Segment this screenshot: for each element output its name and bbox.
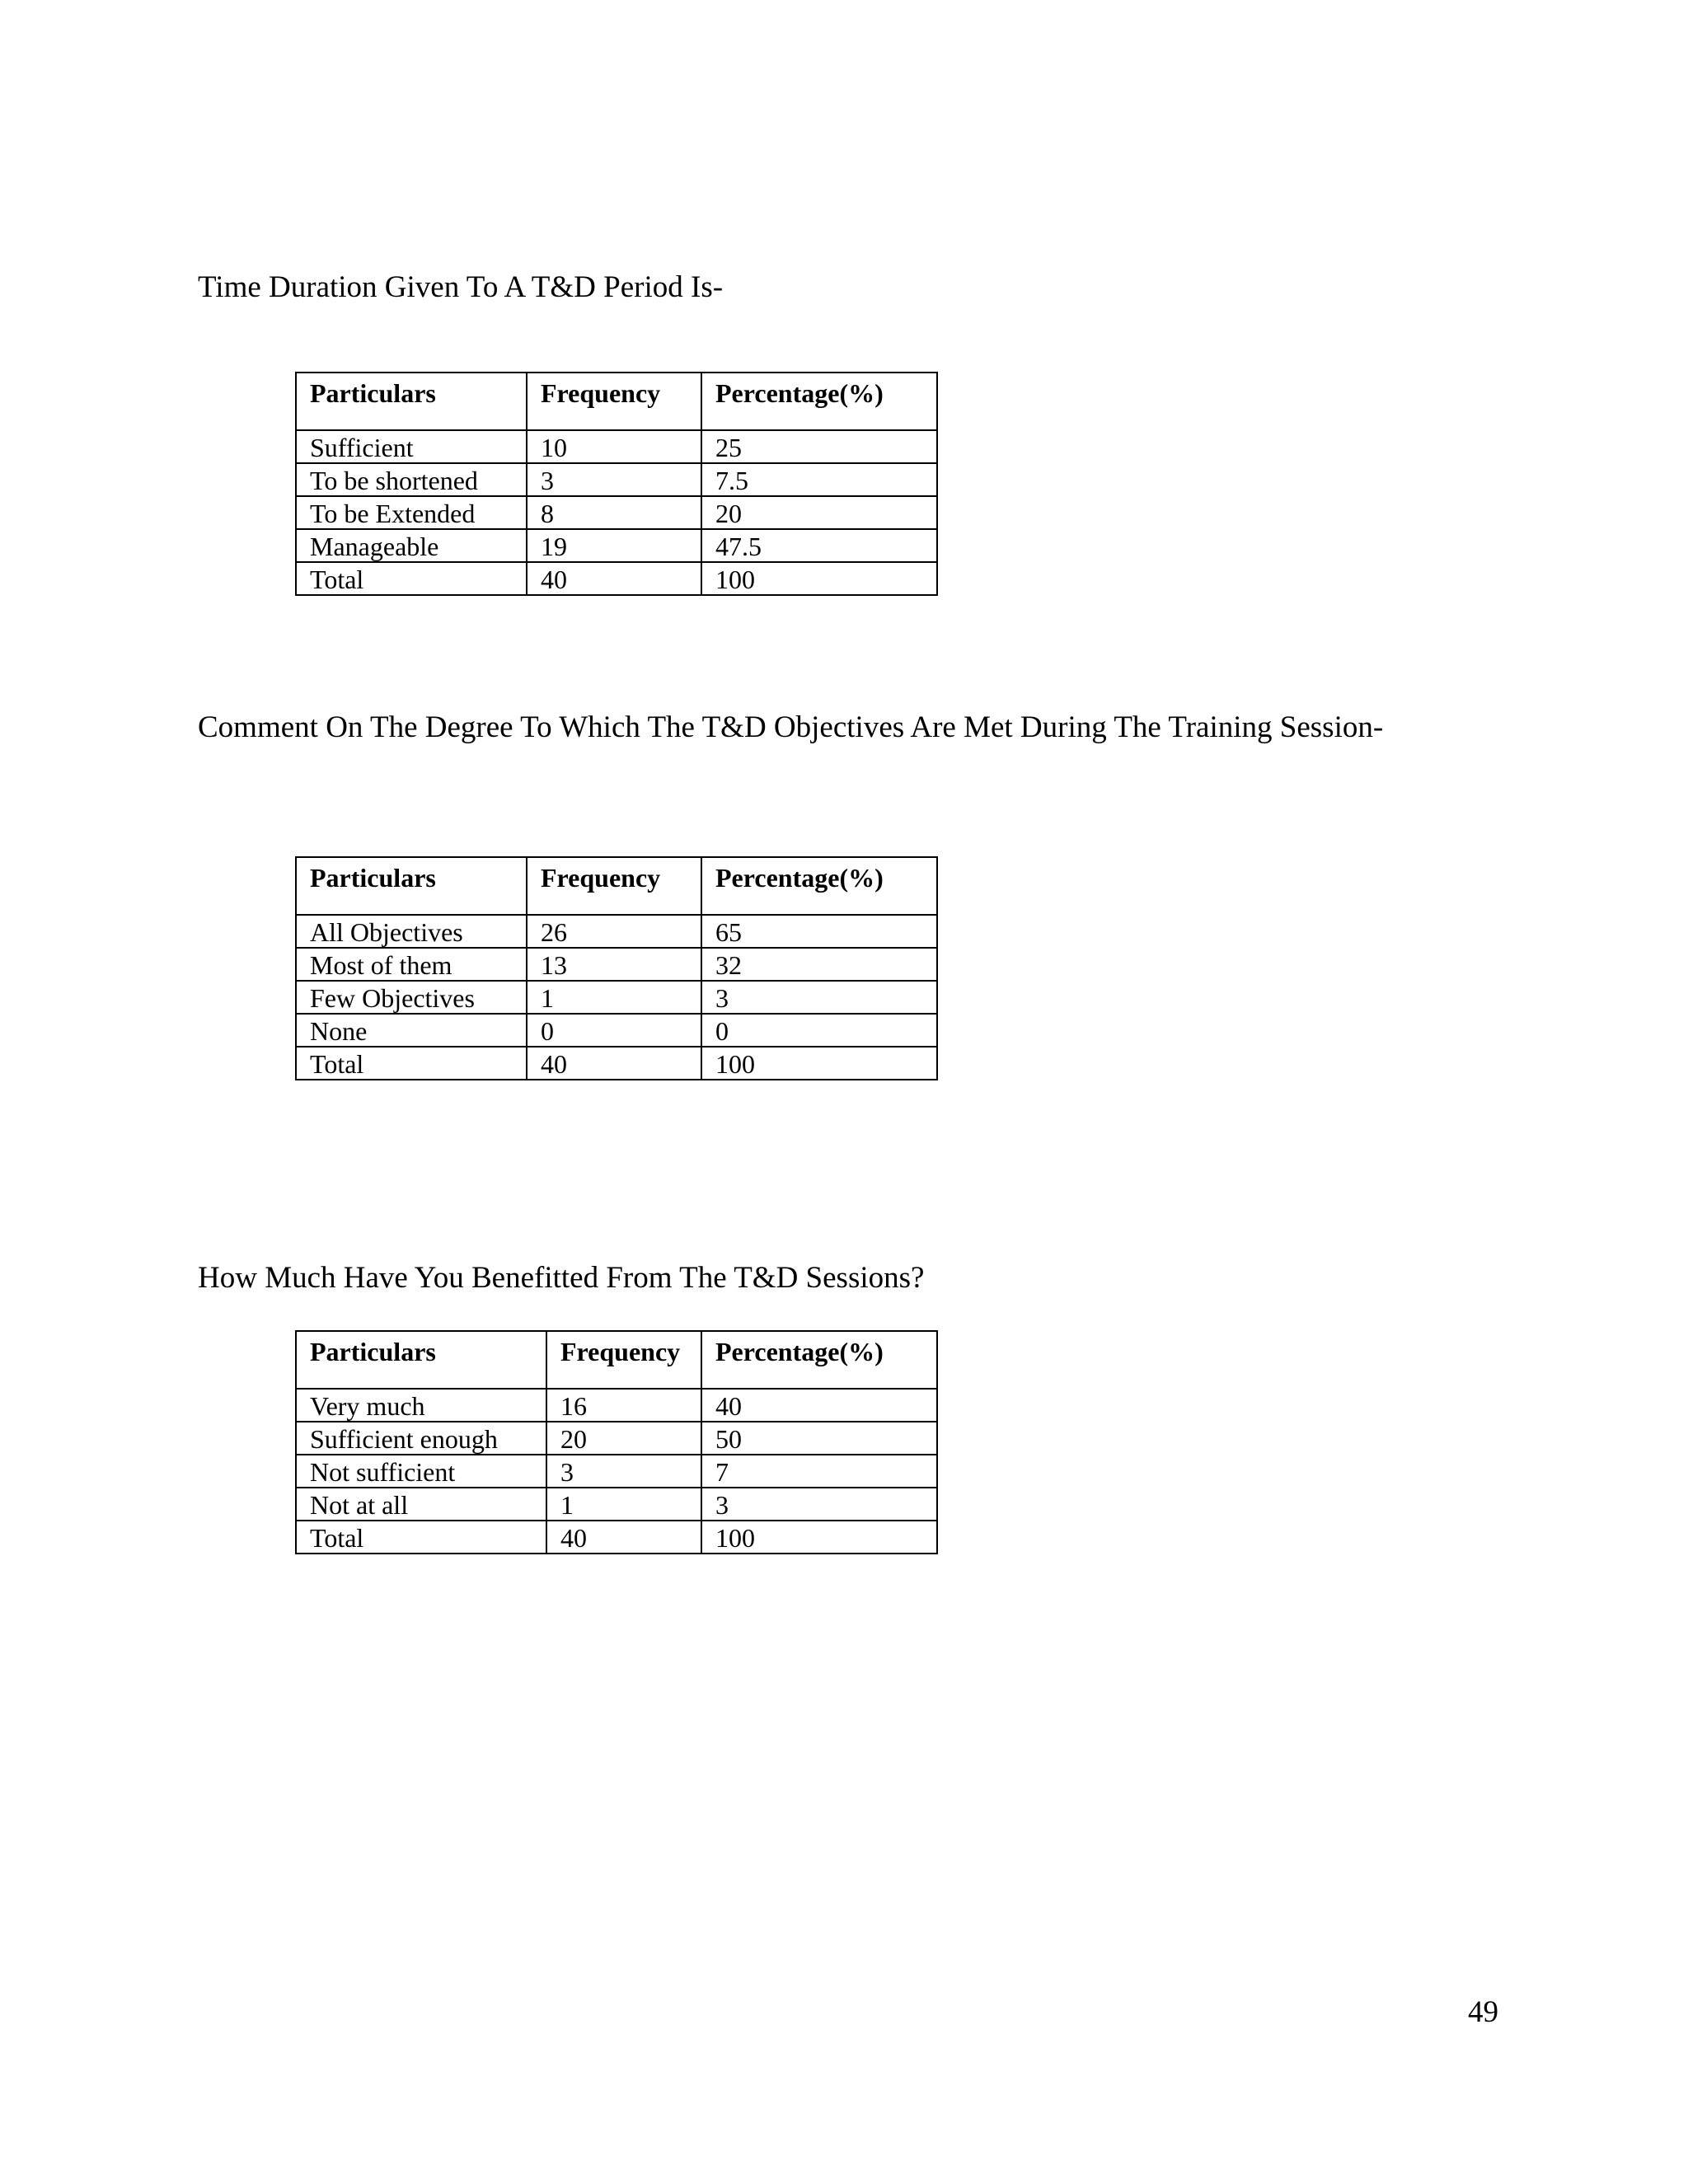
- column-header-percentage: Percentage(%): [701, 1331, 937, 1389]
- table-row: [296, 430, 937, 463]
- particulars-cell: Few Objectives: [296, 981, 527, 1014]
- percentage-cell: 50: [701, 1422, 937, 1455]
- section-heading-objectives-met: Comment On The Degree To Which The T&D Objectives Are Met During The Training Session-: [198, 710, 1384, 744]
- frequency-cell: 13: [527, 948, 701, 981]
- percentage-cell: 7: [701, 1455, 937, 1488]
- particulars-cell: Not at all: [296, 1488, 546, 1521]
- particulars-cell: To be shortened: [296, 463, 527, 496]
- particulars-cell: Total: [296, 1521, 546, 1554]
- frequency-cell: 1: [546, 1488, 701, 1521]
- frequency-cell: 40: [527, 1047, 701, 1080]
- column-header-particulars: Particulars: [296, 857, 527, 915]
- percentage-cell: 47.5: [701, 529, 937, 562]
- benefit-table: [295, 1330, 938, 1554]
- percentage-cell: 20: [701, 496, 937, 529]
- particulars-cell: Total: [296, 562, 527, 595]
- frequency-cell: 20: [546, 1422, 701, 1455]
- particulars-cell: Very much: [296, 1389, 546, 1422]
- time-duration-table: [295, 372, 938, 596]
- section-heading-benefit: How Much Have You Benefitted From The T&D Sessions?: [198, 1261, 925, 1295]
- column-header-particulars: Particulars: [296, 373, 527, 430]
- particulars-cell: Manageable: [296, 529, 527, 562]
- percentage-cell: 32: [701, 948, 937, 981]
- frequency-cell: 0: [527, 1014, 701, 1047]
- column-header-frequency: Frequency: [546, 1331, 701, 1389]
- table-header-row: [296, 857, 937, 915]
- objectives-met-table: [295, 856, 938, 1080]
- percentage-cell: 3: [701, 1488, 937, 1521]
- frequency-cell: 3: [546, 1455, 701, 1488]
- percentage-cell: 100: [701, 1521, 937, 1554]
- percentage-cell: 25: [701, 430, 937, 463]
- table-row: [296, 463, 937, 496]
- particulars-cell: Sufficient: [296, 430, 527, 463]
- percentage-cell: 7.5: [701, 463, 937, 496]
- frequency-cell: 3: [527, 463, 701, 496]
- percentage-cell: 3: [701, 981, 937, 1014]
- particulars-cell: None: [296, 1014, 527, 1047]
- particulars-cell: Sufficient enough: [296, 1422, 546, 1455]
- particulars-cell: To be Extended: [296, 496, 527, 529]
- particulars-cell: Most of them: [296, 948, 527, 981]
- column-header-frequency: Frequency: [527, 373, 701, 430]
- table-row: [296, 981, 937, 1014]
- particulars-cell: Not sufficient: [296, 1455, 546, 1488]
- table-row: [296, 529, 937, 562]
- column-header-percentage: Percentage(%): [701, 857, 937, 915]
- table-row: [296, 948, 937, 981]
- frequency-cell: 8: [527, 496, 701, 529]
- page-number: 49: [1468, 1995, 1498, 2029]
- frequency-cell: 40: [546, 1521, 701, 1554]
- table-total-row: [296, 1047, 937, 1080]
- frequency-cell: 10: [527, 430, 701, 463]
- percentage-cell: 100: [701, 562, 937, 595]
- particulars-cell: Total: [296, 1047, 527, 1080]
- percentage-cell: 0: [701, 1014, 937, 1047]
- table-row: [296, 1389, 937, 1422]
- percentage-cell: 40: [701, 1389, 937, 1422]
- percentage-cell: 100: [701, 1047, 937, 1080]
- table-row: [296, 496, 937, 529]
- particulars-cell: All Objectives: [296, 915, 527, 948]
- frequency-cell: 1: [527, 981, 701, 1014]
- table-row: [296, 1422, 937, 1455]
- table-header-row: [296, 1331, 937, 1389]
- frequency-cell: 40: [527, 562, 701, 595]
- column-header-percentage: Percentage(%): [701, 373, 937, 430]
- table-header-row: [296, 373, 937, 430]
- frequency-cell: 19: [527, 529, 701, 562]
- table-row: [296, 915, 937, 948]
- table-total-row: [296, 562, 937, 595]
- table-row: [296, 1488, 937, 1521]
- section-heading-time-duration: Time Duration Given To A T&D Period Is-: [198, 270, 724, 304]
- frequency-cell: 26: [527, 915, 701, 948]
- table-row: [296, 1455, 937, 1488]
- frequency-cell: 16: [546, 1389, 701, 1422]
- percentage-cell: 65: [701, 915, 937, 948]
- column-header-particulars: Particulars: [296, 1331, 546, 1389]
- table-row: [296, 1014, 937, 1047]
- column-header-frequency: Frequency: [527, 857, 701, 915]
- table-total-row: [296, 1521, 937, 1554]
